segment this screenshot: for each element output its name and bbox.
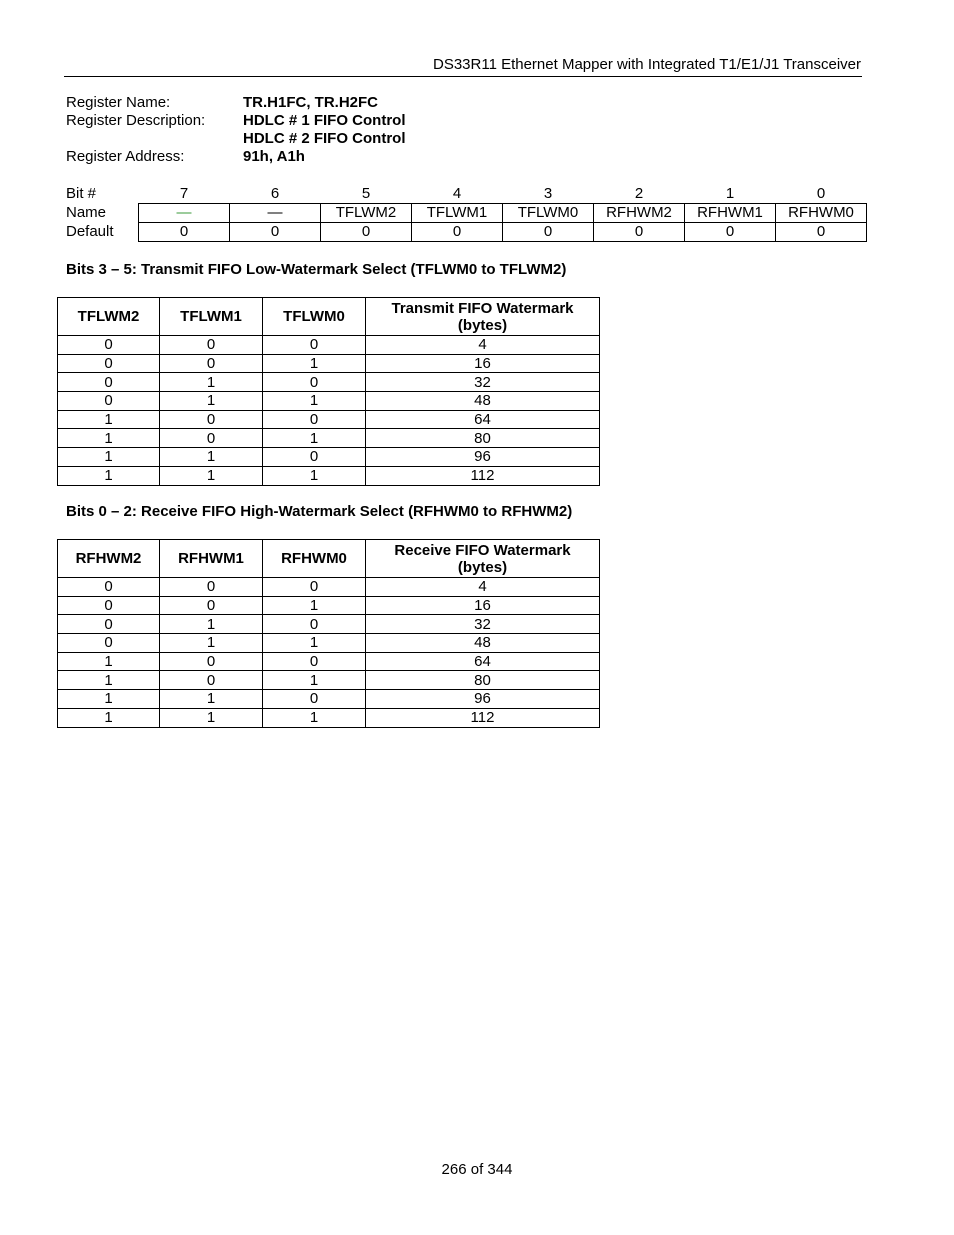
column-header-watermark: Receive FIFO Watermark (bytes) <box>366 540 600 578</box>
table-cell: 0 <box>263 652 366 671</box>
table-cell: 0 <box>263 690 366 709</box>
column-header-watermark: Transmit FIFO Watermark (bytes) <box>366 298 600 336</box>
table-cell: 1 <box>58 466 160 485</box>
table-row <box>58 466 600 485</box>
table-row <box>58 652 600 671</box>
bit-name: RFHWM2 <box>594 204 685 223</box>
table-header-row <box>58 540 600 578</box>
table-cell: 1 <box>58 708 160 727</box>
bit-number: 1 <box>725 185 735 202</box>
bit-name: TFLWM1 <box>412 204 503 223</box>
table-cell: 1 <box>263 708 366 727</box>
table-row <box>58 354 600 373</box>
column-header: TFLWM2 <box>58 298 160 336</box>
bit-name: TFLWM2 <box>321 204 412 223</box>
bit-default: 0 <box>685 223 776 242</box>
table-row <box>58 671 600 690</box>
table-row <box>58 578 600 597</box>
register-name-row <box>66 94 406 112</box>
register-name-label: Register Name: <box>66 94 171 111</box>
table-row <box>58 708 600 727</box>
table-row <box>58 690 600 709</box>
bit-map-table <box>62 185 867 242</box>
register-description-value-2: HDLC # 2 FIFO Control <box>243 130 406 147</box>
bit-name-row <box>62 204 867 223</box>
bit-default: 0 <box>412 223 503 242</box>
bit-number: 4 <box>452 185 462 202</box>
bit-name-label: Name <box>66 204 107 221</box>
table-cell: 64 <box>366 652 600 671</box>
table-cell: 48 <box>366 392 600 411</box>
table-cell: 16 <box>366 354 600 373</box>
bit-number: 3 <box>543 185 553 202</box>
table-cell: 0 <box>160 410 263 429</box>
bit-name: — <box>230 204 321 223</box>
table-cell: 112 <box>366 466 600 485</box>
table-cell: 1 <box>58 429 160 448</box>
table-cell: 0 <box>160 336 263 355</box>
table-cell: 0 <box>160 671 263 690</box>
table-cell: 0 <box>160 652 263 671</box>
table-cell: 4 <box>366 336 600 355</box>
table-row <box>58 410 600 429</box>
bit-default: 0 <box>776 223 867 242</box>
table-cell: 1 <box>58 410 160 429</box>
register-description-row-2 <box>66 130 406 148</box>
bit-default-label: Default <box>66 223 114 240</box>
register-description-value-1: HDLC # 1 FIFO Control <box>243 112 406 129</box>
page-number: 266 of 344 <box>441 1161 513 1178</box>
bit-name: TFLWM0 <box>503 204 594 223</box>
bit-number: 0 <box>816 185 826 202</box>
table-cell: 1 <box>160 448 263 467</box>
transmit-section-title: Bits 3 – 5: Transmit FIFO Low-Watermark Select (TFLWM0 to TFLWM2) <box>66 261 567 278</box>
table-cell: 1 <box>263 634 366 653</box>
table-cell: 1 <box>58 652 160 671</box>
table-cell: 1 <box>263 392 366 411</box>
table-cell: 0 <box>58 354 160 373</box>
table-cell: 0 <box>58 596 160 615</box>
table-cell: 96 <box>366 448 600 467</box>
table-cell: 1 <box>58 690 160 709</box>
table-cell: 112 <box>366 708 600 727</box>
table-row <box>58 615 600 634</box>
receive-watermark-table <box>57 539 600 728</box>
table-row <box>58 392 600 411</box>
table-cell: 0 <box>263 615 366 634</box>
table-cell: 0 <box>160 596 263 615</box>
table-cell: 0 <box>58 634 160 653</box>
bit-number-label: Bit # <box>66 185 97 203</box>
table-cell: 1 <box>263 596 366 615</box>
receive-table-body <box>58 578 600 728</box>
bit-name: RFHWM0 <box>776 204 867 223</box>
table-cell: 0 <box>58 392 160 411</box>
table-cell: 16 <box>366 596 600 615</box>
table-cell: 0 <box>263 448 366 467</box>
table-cell: 0 <box>160 578 263 597</box>
table-cell: 80 <box>366 671 600 690</box>
table-cell: 0 <box>58 578 160 597</box>
bit-number-row <box>62 185 867 204</box>
table-row <box>58 634 600 653</box>
register-address-value: 91h, A1h <box>243 148 305 165</box>
bit-default: 0 <box>503 223 594 242</box>
table-cell: 32 <box>366 615 600 634</box>
table-cell: 80 <box>366 429 600 448</box>
transmit-watermark-table <box>57 297 600 486</box>
table-cell: 1 <box>160 615 263 634</box>
table-cell: 1 <box>160 373 263 392</box>
table-cell: 4 <box>366 578 600 597</box>
table-cell: 1 <box>160 634 263 653</box>
table-cell: 1 <box>58 671 160 690</box>
table-cell: 64 <box>366 410 600 429</box>
table-cell: 0 <box>263 578 366 597</box>
transmit-table-body <box>58 336 600 486</box>
receive-section-title: Bits 0 – 2: Receive FIFO High-Watermark Select (RFHWM0 to RFHWM2) <box>66 503 573 520</box>
bit-number: 6 <box>270 185 280 202</box>
table-cell: 48 <box>366 634 600 653</box>
bit-name: — <box>139 204 230 223</box>
bit-name: RFHWM1 <box>685 204 776 223</box>
table-row <box>58 336 600 355</box>
table-cell: 1 <box>263 466 366 485</box>
bit-default: 0 <box>139 223 230 242</box>
table-cell: 0 <box>263 410 366 429</box>
register-description-row <box>66 112 406 130</box>
table-cell: 1 <box>263 354 366 373</box>
table-cell: 96 <box>366 690 600 709</box>
column-header: RFHWM2 <box>58 540 160 578</box>
table-row <box>58 373 600 392</box>
bit-default-row <box>62 223 867 242</box>
table-cell: 1 <box>160 690 263 709</box>
table-cell: 1 <box>263 671 366 690</box>
table-cell: 1 <box>58 448 160 467</box>
bit-number: 5 <box>361 185 371 202</box>
table-cell: 0 <box>58 615 160 634</box>
header-rule <box>64 76 862 77</box>
bit-number: 7 <box>179 185 189 202</box>
table-cell: 0 <box>263 336 366 355</box>
column-header: TFLWM1 <box>160 298 263 336</box>
bit-default: 0 <box>230 223 321 242</box>
bit-default: 0 <box>594 223 685 242</box>
table-cell: 0 <box>58 373 160 392</box>
table-row <box>58 596 600 615</box>
table-cell: 1 <box>160 708 263 727</box>
table-cell: 0 <box>58 336 160 355</box>
bit-default: 0 <box>321 223 412 242</box>
table-cell: 0 <box>263 373 366 392</box>
bit-number: 2 <box>634 185 644 202</box>
register-address-row <box>66 148 406 166</box>
register-description-label: Register Description: <box>66 112 206 129</box>
table-row <box>58 429 600 448</box>
table-cell: 1 <box>160 392 263 411</box>
table-cell: 0 <box>160 429 263 448</box>
table-cell: 1 <box>263 429 366 448</box>
register-address-label: Register Address: <box>66 148 185 165</box>
column-header: RFHWM0 <box>263 540 366 578</box>
table-cell: 1 <box>160 466 263 485</box>
table-header-row <box>58 298 600 336</box>
document-header-title: DS33R11 Ethernet Mapper with Integrated T1/E1/J1 Transceiver <box>432 56 861 73</box>
table-row <box>58 448 600 467</box>
column-header: TFLWM0 <box>263 298 366 336</box>
table-cell: 0 <box>160 354 263 373</box>
register-name-value: TR.H1FC, TR.H2FC <box>243 94 378 111</box>
column-header: RFHWM1 <box>160 540 263 578</box>
register-info <box>66 94 406 166</box>
table-cell: 32 <box>366 373 600 392</box>
